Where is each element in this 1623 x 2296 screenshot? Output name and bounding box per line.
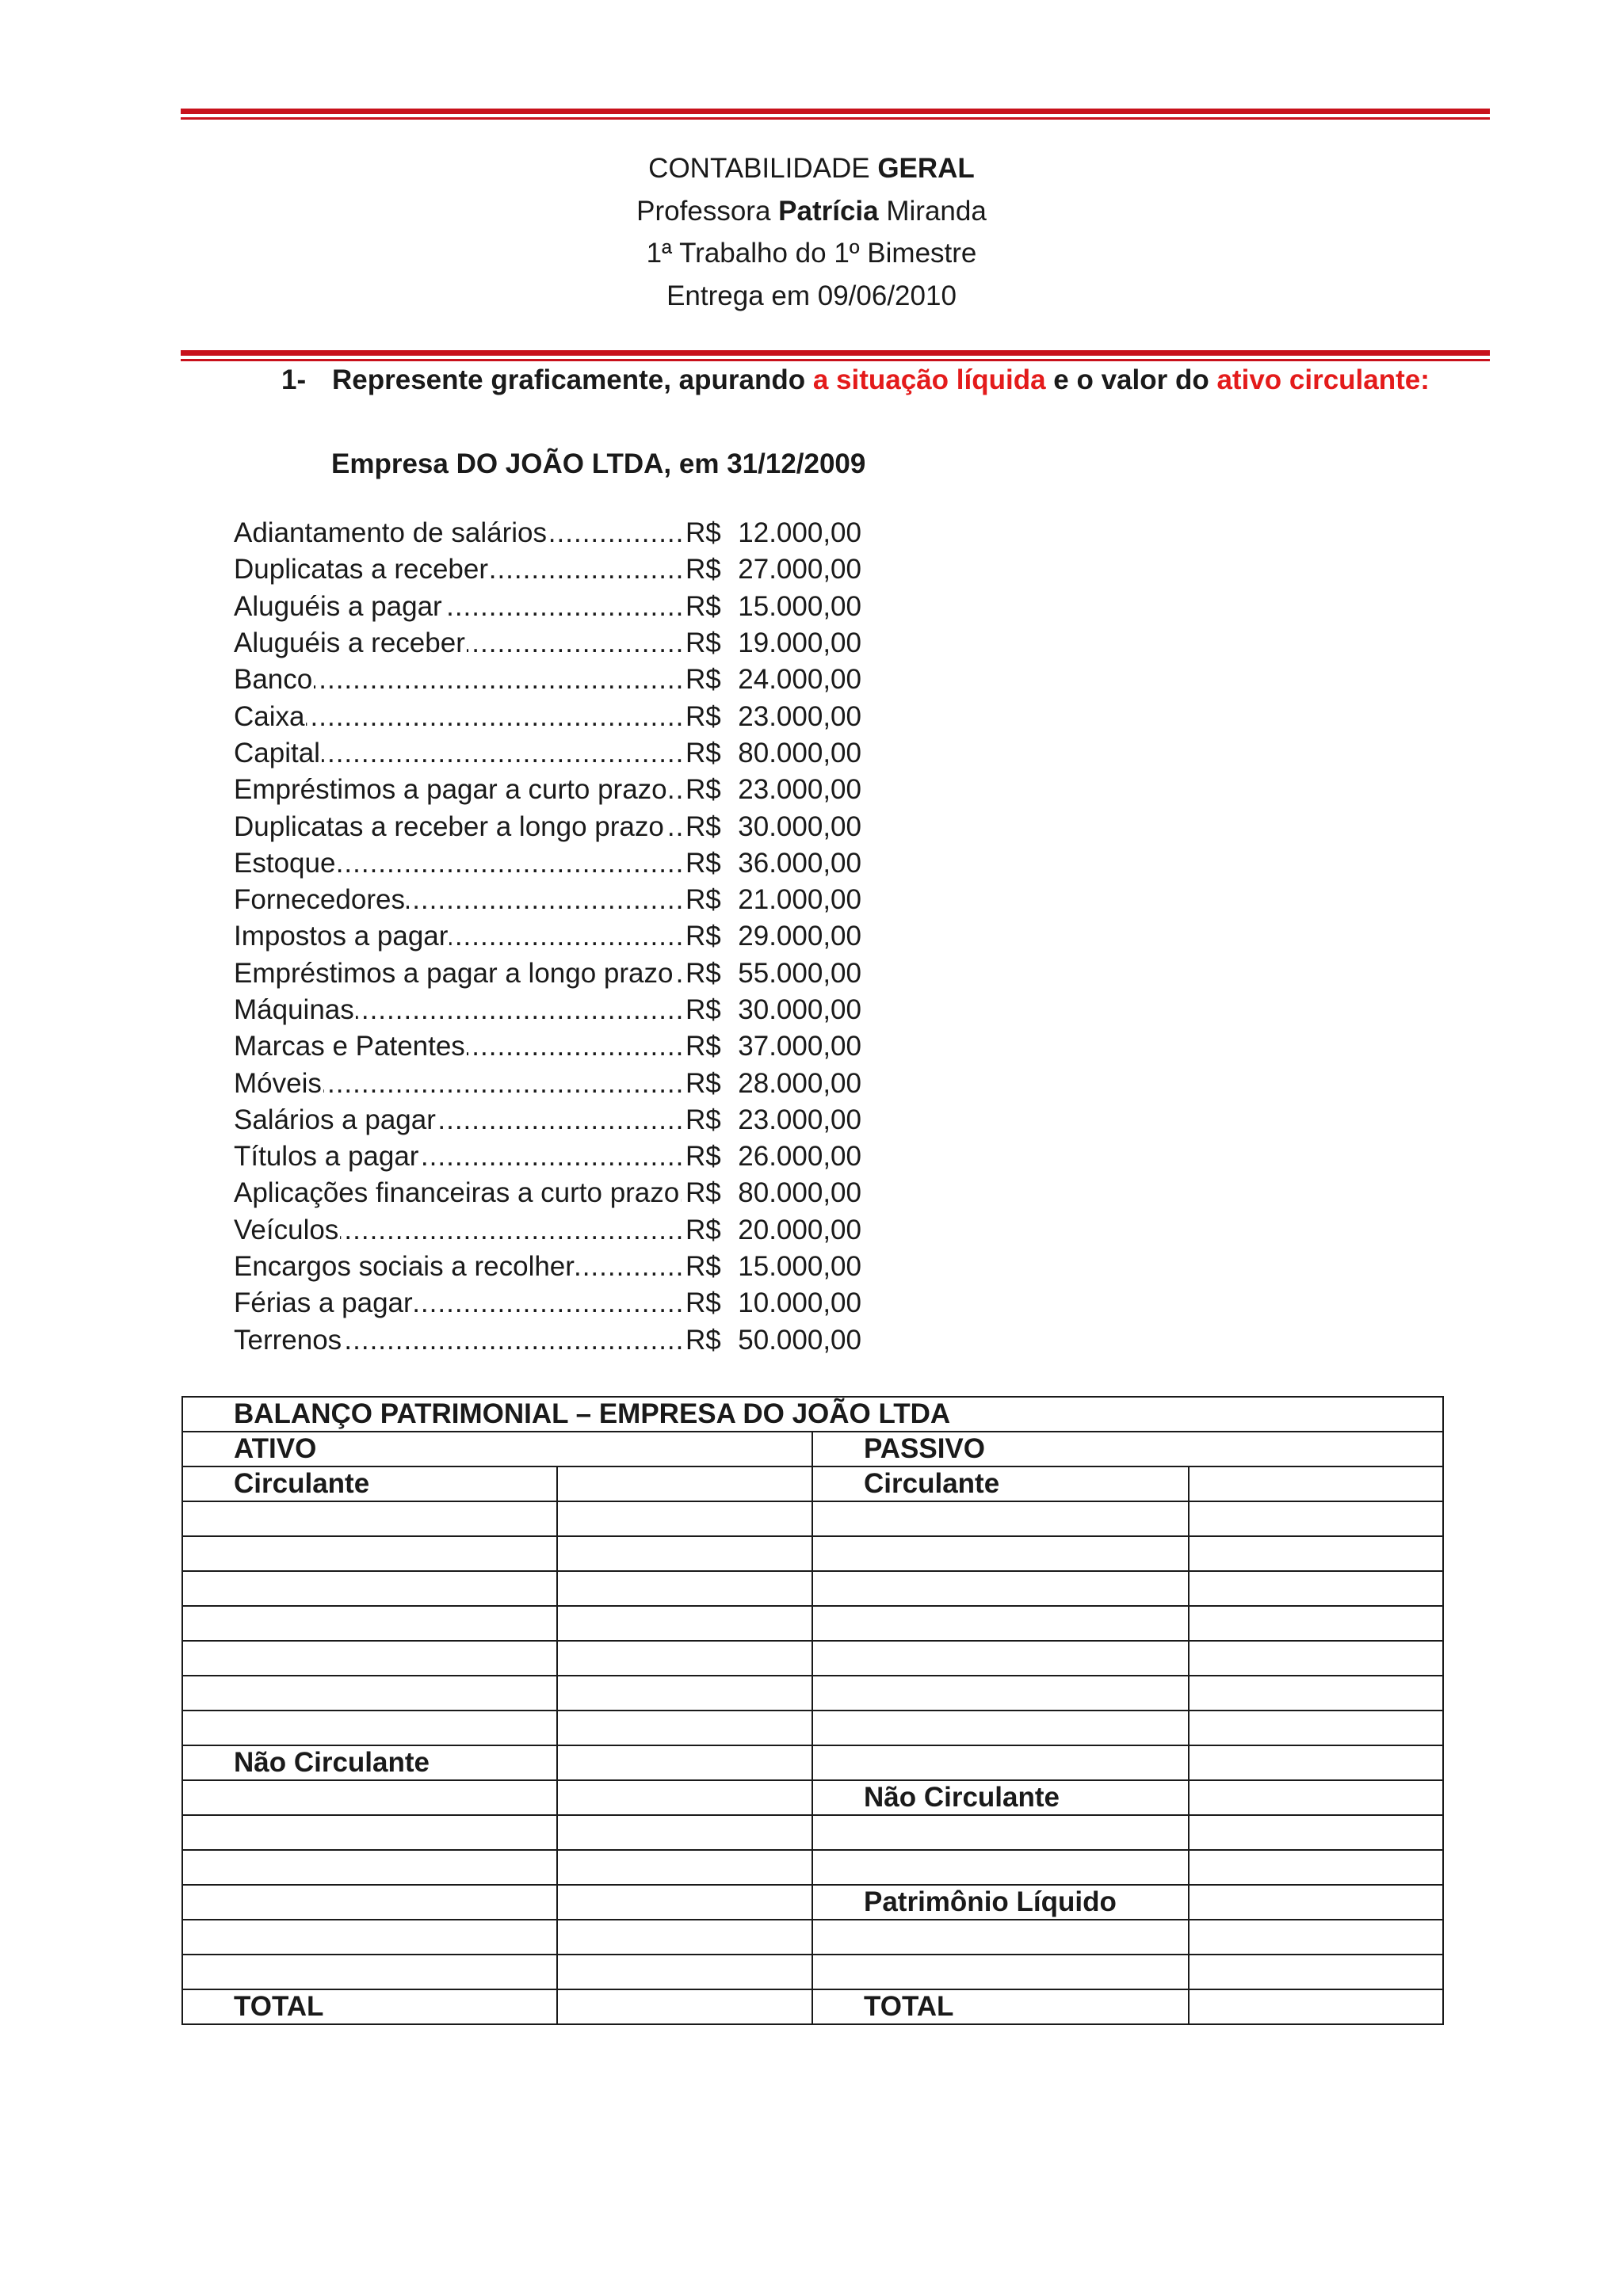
table-row <box>182 1606 1443 1641</box>
account-item <box>234 845 861 882</box>
account-item <box>234 589 861 625</box>
total-ativo-label: TOTAL <box>182 1989 557 2024</box>
currency-symbol: R$ <box>685 1104 721 1135</box>
ativo-nao-circulante-label: Não Circulante <box>182 1745 557 1780</box>
currency-symbol: R$ <box>685 1214 721 1245</box>
account-item <box>234 1285 861 1322</box>
account-value: 29.000,00 <box>738 921 861 952</box>
account-value: 55.000,00 <box>738 957 861 989</box>
account-label: Veículos ..... <box>234 1215 685 1246</box>
currency-symbol: R$ <box>685 1251 721 1283</box>
currency-symbol: R$ <box>685 1324 721 1356</box>
account-label: Máquinas ..... <box>234 994 685 1026</box>
account-label: Capital ..... <box>234 738 685 769</box>
question-statement: 1- Represente graficamente, apurando a situação líquida e o valor do ativo circulante: <box>281 364 1430 395</box>
currency-symbol: R$ <box>685 1031 721 1062</box>
account-label: Fornecedores ..... <box>234 884 685 916</box>
table-row <box>182 1920 1443 1955</box>
account-value: 23.000,00 <box>738 700 861 732</box>
currency-symbol: R$ <box>685 700 721 732</box>
currency-symbol: R$ <box>685 774 721 806</box>
account-label: Adiantamento de salários ..... <box>234 517 685 549</box>
account-item <box>234 1175 861 1211</box>
account-item <box>234 662 861 698</box>
currency-symbol: R$ <box>685 554 721 585</box>
currency-symbol: R$ <box>685 884 721 916</box>
account-label: Caixa ..... <box>234 701 685 733</box>
account-label: Marcas e Patentes ..... <box>234 1031 685 1062</box>
highlight-situacao-liquida: a situação líquida <box>812 364 1046 395</box>
currency-symbol: R$ <box>685 810 721 842</box>
account-item <box>234 1249 861 1285</box>
account-item <box>234 1028 861 1065</box>
ativo-heading: ATIVO <box>182 1432 812 1466</box>
table-row <box>182 1501 1443 1536</box>
table-row <box>182 1571 1443 1606</box>
header-assignment-line: 1ª Trabalho do 1º Bimestre <box>646 238 977 269</box>
currency-symbol: R$ <box>685 664 721 696</box>
account-value: 80.000,00 <box>738 1177 861 1209</box>
account-label: Salários a pagar ..... <box>234 1104 685 1136</box>
account-item <box>234 698 861 734</box>
account-value: 27.000,00 <box>738 554 861 585</box>
account-item <box>234 1102 861 1138</box>
account-item <box>234 955 861 992</box>
document-header <box>0 147 1623 317</box>
account-list <box>234 515 861 1359</box>
table-row <box>182 1815 1443 1850</box>
account-item <box>234 918 861 955</box>
currency-symbol: R$ <box>685 1287 721 1319</box>
account-item <box>234 625 861 662</box>
account-item <box>234 1065 861 1101</box>
account-value: 30.000,00 <box>738 994 861 1025</box>
currency-symbol: R$ <box>685 921 721 952</box>
currency-symbol: R$ <box>685 627 721 659</box>
currency-symbol: R$ <box>685 1067 721 1099</box>
empty-cell <box>557 1466 812 1501</box>
account-item <box>234 808 861 845</box>
account-value: 12.000,00 <box>738 517 861 549</box>
header-course-line: CONTABILIDADE GERAL <box>648 153 975 184</box>
account-label: Encargos sociais a recolher ..... <box>234 1251 685 1283</box>
currency-symbol: R$ <box>685 847 721 879</box>
company-date-heading: Empresa DO JOÃO LTDA, em 31/12/2009 <box>331 448 866 479</box>
currency-symbol: R$ <box>685 994 721 1025</box>
account-label: Duplicatas a receber ..... <box>234 554 685 585</box>
account-value: 37.000,00 <box>738 1031 861 1062</box>
table-row <box>182 1850 1443 1885</box>
account-value: 15.000,00 <box>738 1251 861 1283</box>
account-item <box>234 992 861 1028</box>
account-value: 30.000,00 <box>738 810 861 842</box>
account-value: 28.000,00 <box>738 1067 861 1099</box>
account-label: Aplicações financeiras a curto prazo ..... <box>234 1177 685 1209</box>
account-label: Impostos a pagar ..... <box>234 921 685 952</box>
account-item <box>234 735 861 772</box>
account-value: 80.000,00 <box>738 737 861 769</box>
currency-symbol: R$ <box>685 590 721 622</box>
header-due-date-line: Entrega em 09/06/2010 <box>666 280 957 311</box>
currency-symbol: R$ <box>685 957 721 989</box>
account-label: Férias a pagar ..... <box>234 1287 685 1319</box>
currency-symbol: R$ <box>685 1177 721 1209</box>
account-label: Duplicatas a receber a longo prazo ..... <box>234 811 685 843</box>
account-value: 10.000,00 <box>738 1287 861 1319</box>
account-label: Títulos a pagar ..... <box>234 1141 685 1173</box>
account-item <box>234 882 861 918</box>
account-value: 24.000,00 <box>738 664 861 696</box>
account-value: 23.000,00 <box>738 774 861 806</box>
currency-symbol: R$ <box>685 517 721 549</box>
patrimonio-liquido-label: Patrimônio Líquido <box>812 1885 1189 1920</box>
account-label: Aluguéis a receber ..... <box>234 627 685 659</box>
empty-cell <box>1189 1466 1443 1501</box>
table-row <box>182 1676 1443 1711</box>
account-value: 15.000,00 <box>738 590 861 622</box>
account-label: Móveis ..... <box>234 1068 685 1100</box>
balance-title: BALANÇO PATRIMONIAL – EMPRESA DO JOÃO LTDA <box>182 1397 1443 1432</box>
account-label: Estoque ..... <box>234 848 685 879</box>
header-teacher-line: Professora Patrícia Miranda <box>636 195 987 227</box>
passivo-circulante-label: Circulante <box>812 1466 1189 1501</box>
account-item <box>234 551 861 588</box>
account-value: 23.000,00 <box>738 1104 861 1135</box>
table-row <box>182 1711 1443 1745</box>
account-label: Banco ..... <box>234 664 685 696</box>
currency-symbol: R$ <box>685 737 721 769</box>
account-item <box>234 1322 861 1359</box>
account-item <box>234 772 861 808</box>
account-value: 20.000,00 <box>738 1214 861 1245</box>
currency-symbol: R$ <box>685 1141 721 1173</box>
total-passivo-label: TOTAL <box>812 1989 1189 2024</box>
account-value: 21.000,00 <box>738 884 861 916</box>
account-value: 19.000,00 <box>738 627 861 659</box>
account-label: Empréstimos a pagar a longo prazo ..... <box>234 958 685 990</box>
account-label: Terrenos ..... <box>234 1325 685 1356</box>
account-label: Empréstimos a pagar a curto prazo ..... <box>234 774 685 806</box>
account-value: 36.000,00 <box>738 847 861 879</box>
ativo-circulante-label: Circulante <box>182 1466 557 1501</box>
account-label: Aluguéis a pagar ..... <box>234 591 685 623</box>
passivo-heading: PASSIVO <box>812 1432 1443 1466</box>
account-item <box>234 1138 861 1175</box>
question-number: 1- <box>281 364 307 395</box>
middle-red-rule <box>181 350 1490 361</box>
balance-sheet-table <box>181 1396 1444 2025</box>
highlight-ativo-circulante: ativo circulante: <box>1216 364 1430 395</box>
table-row <box>182 1641 1443 1676</box>
passivo-nao-circulante-label: Não Circulante <box>812 1780 1189 1815</box>
account-value: 26.000,00 <box>738 1141 861 1173</box>
account-item <box>234 515 861 551</box>
table-row <box>182 1536 1443 1571</box>
account-value: 50.000,00 <box>738 1324 861 1356</box>
table-row <box>182 1955 1443 1989</box>
top-red-rule <box>181 109 1490 120</box>
account-item <box>234 1212 861 1249</box>
